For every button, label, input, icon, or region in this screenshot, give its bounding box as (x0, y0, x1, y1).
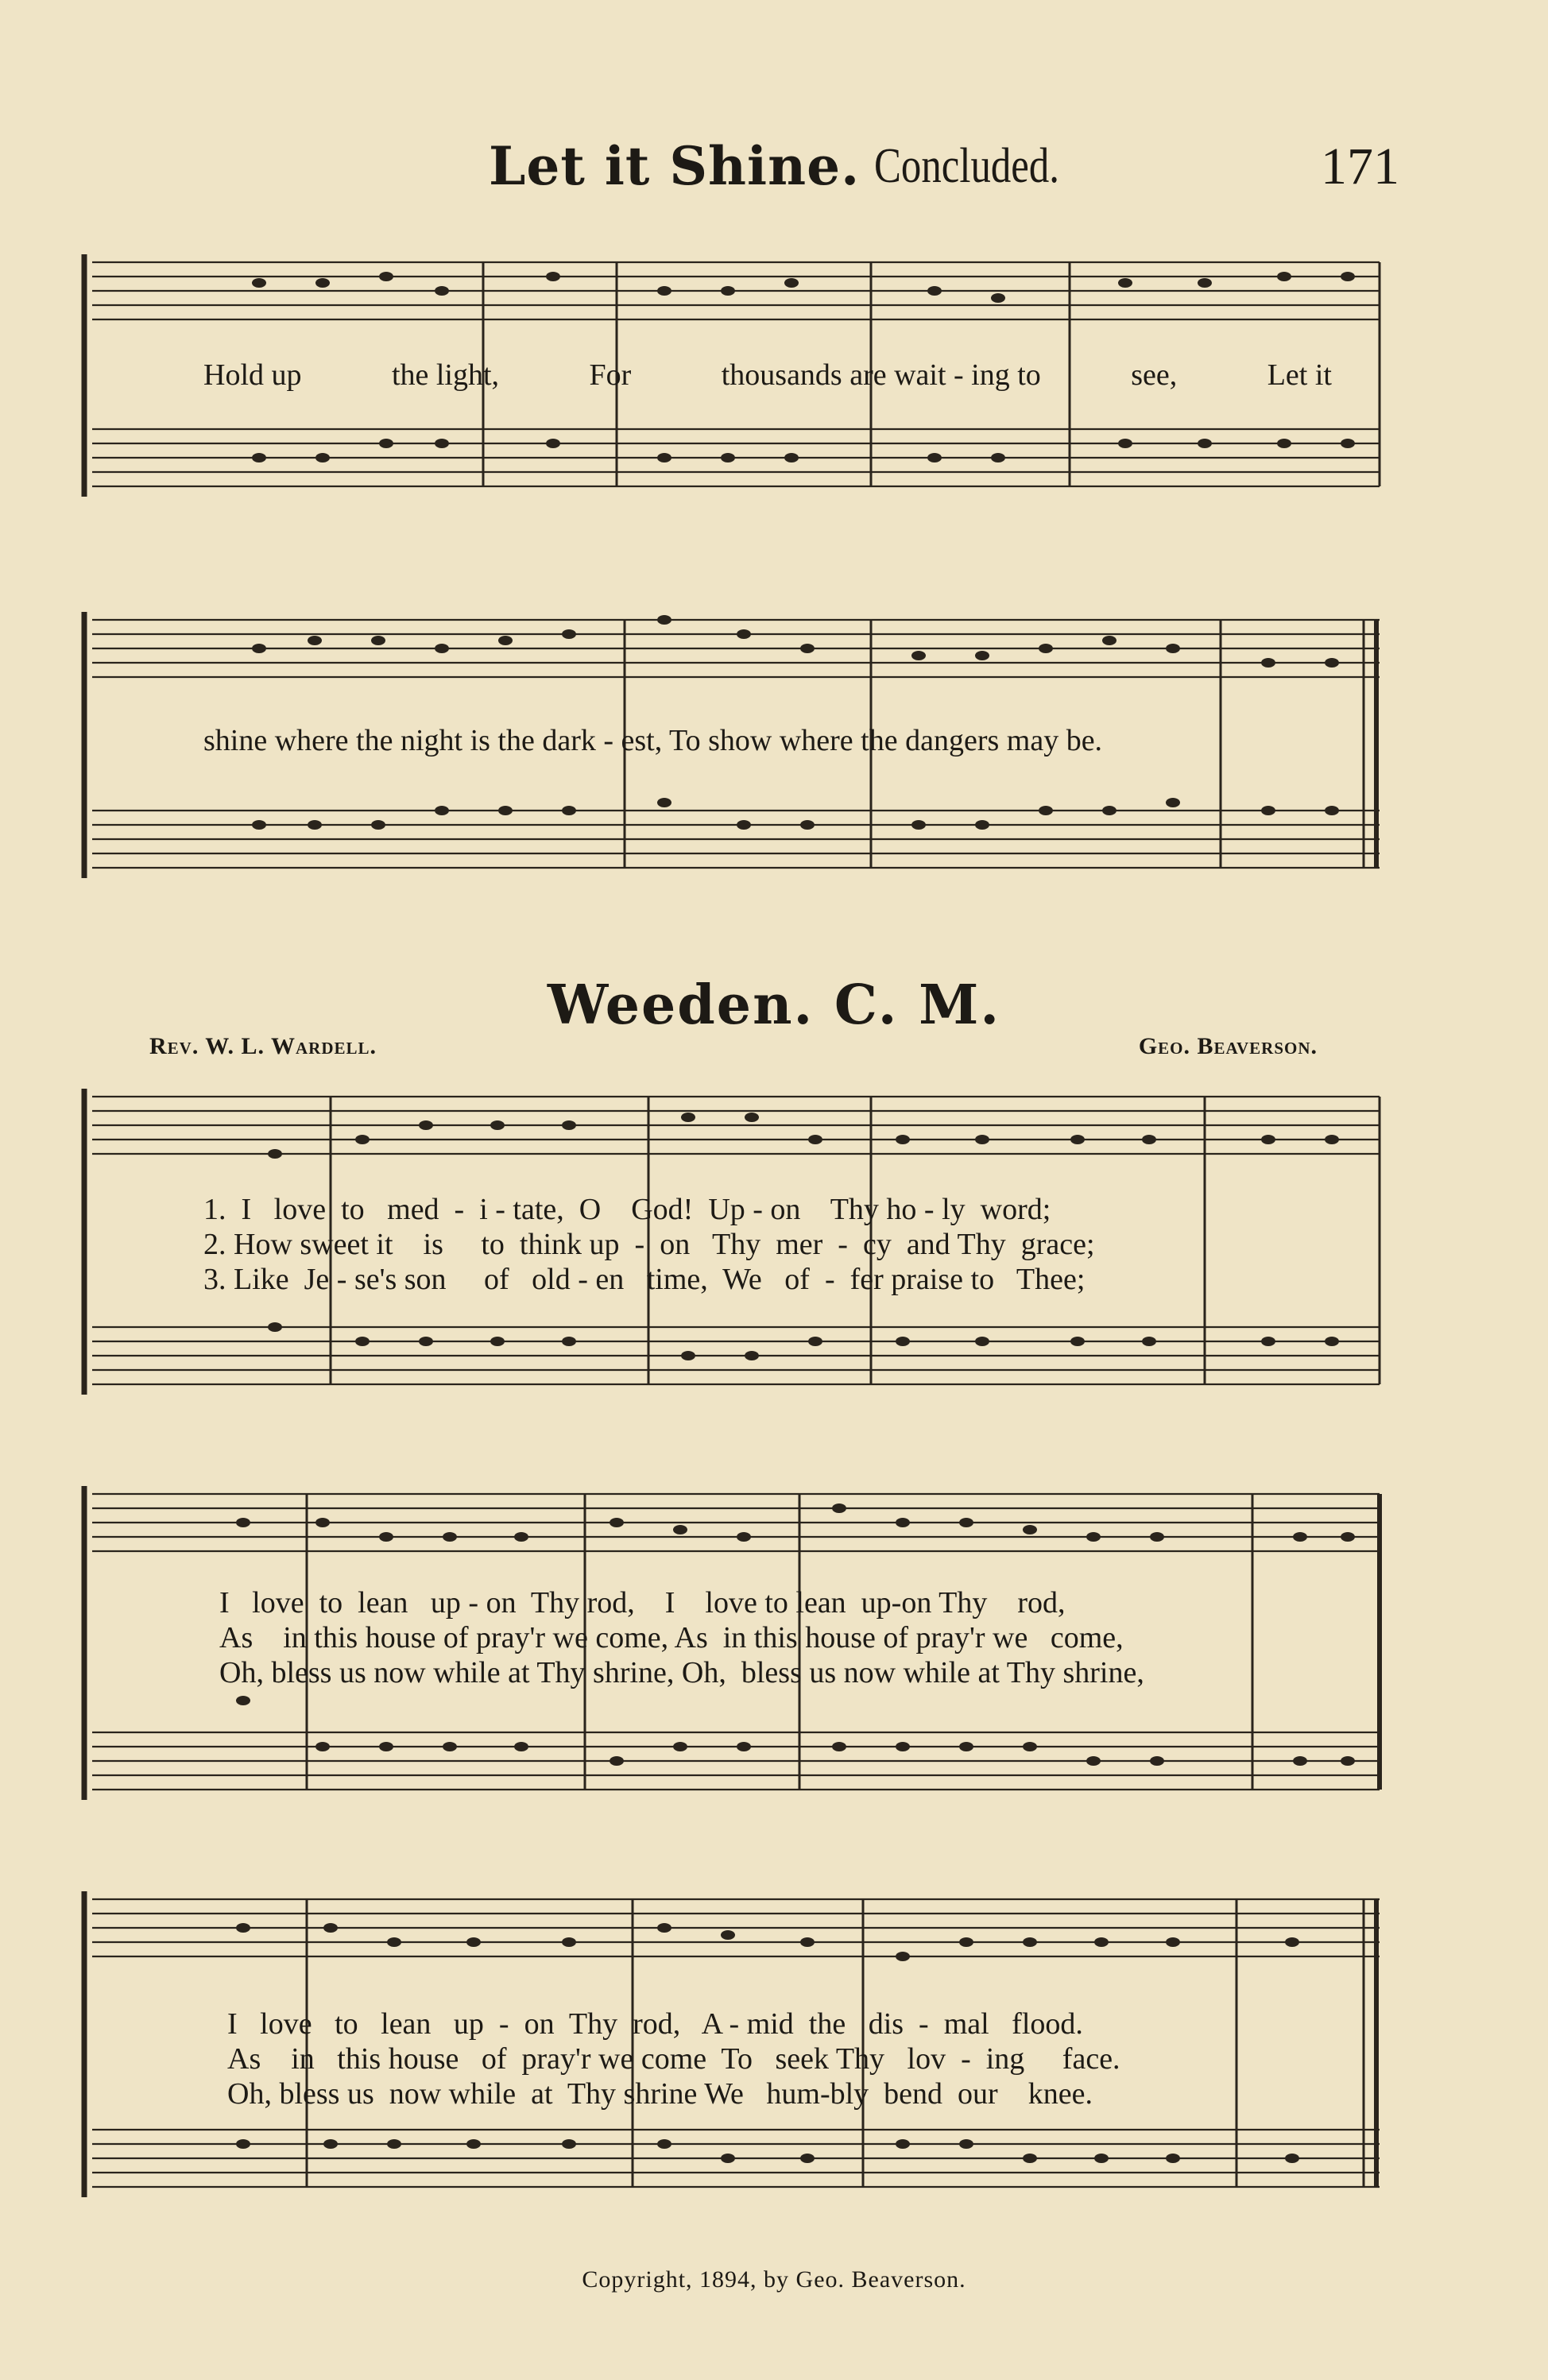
verse-line: 1. I love to med - i - tate, O God! Up - on Thy ho - ly word; (203, 1193, 1051, 1226)
page-number: 171 (1321, 137, 1399, 195)
composer-credit: Geo. Beaverson. (1138, 1033, 1318, 1059)
copyright-notice: Copyright, 1894, by Geo. Beaverson. (582, 2266, 966, 2293)
author-credit: Rev. W. L. Wardell. (149, 1033, 377, 1059)
song-title: Let it Shine. (489, 135, 861, 197)
lyric-line (76, 723, 1380, 758)
staff-system-2 (76, 588, 1380, 922)
lyric-segment: shine where the night is the dark - est, To show where the dangers may be. (203, 724, 1103, 757)
verse-line: As in this house of pray'r we come, As in this house of pray'r we come, (219, 1621, 1124, 1654)
staff-system-4 (76, 1462, 1380, 1859)
lyric-segment: thousands are wait - ing to (721, 358, 1041, 392)
hymn-title: Weeden. C. M. (547, 973, 1001, 1037)
lyric-segment: Let it (1267, 358, 1332, 392)
lyric-line (76, 358, 1380, 393)
bass-staff (92, 811, 1380, 868)
lyric-segment: the light, (391, 358, 500, 392)
bass-staff (92, 1327, 1380, 1384)
page-header (0, 127, 1548, 199)
treble-staff (92, 1494, 1380, 1551)
verse-block (76, 2007, 1380, 2111)
treble-staff (92, 262, 1380, 319)
verse-block (76, 1192, 1380, 1297)
verse-line: I love to lean up - on Thy rod, A - mid the dis - mal flood. (227, 2007, 1083, 2041)
staff-system-3 (76, 1065, 1380, 1446)
bass-staff (92, 2130, 1380, 2187)
lyric-segment: see, (1131, 358, 1178, 392)
lyric-segment: Hold up (203, 358, 302, 392)
verse-line: Oh, bless us now while at Thy shrine, Oh, bless us now while at Thy shrine, (219, 1656, 1144, 1689)
treble-staff (92, 1899, 1380, 1956)
staff-system-1 (76, 230, 1380, 548)
treble-staff (92, 1097, 1380, 1154)
bass-staff (92, 1732, 1380, 1790)
treble-staff (92, 620, 1380, 677)
verse-line: 2. How sweet it is to think up - on Thy mer - cy and Thy grace; (203, 1228, 1095, 1261)
lyric-segment: For (589, 358, 632, 392)
song-subtitle: Concluded. (874, 139, 1059, 193)
verse-line: I love to lean up - on Thy rod, I love to lean up-on Thy rod, (219, 1586, 1066, 1620)
staff-system-5 (76, 1867, 1380, 2249)
notes (252, 615, 1339, 830)
bass-staff (92, 429, 1380, 486)
verse-block (76, 1585, 1380, 1690)
verse-line: As in this house of pray'r we come To seek Thy lov - ing face. (227, 2042, 1120, 2076)
verse-line: Oh, bless us now while at Thy shrine We hum-bly bend our knee. (227, 2077, 1093, 2111)
verse-line: 3. Like Je - se's son of old - en time, We of - fer praise to Thee; (203, 1263, 1086, 1296)
